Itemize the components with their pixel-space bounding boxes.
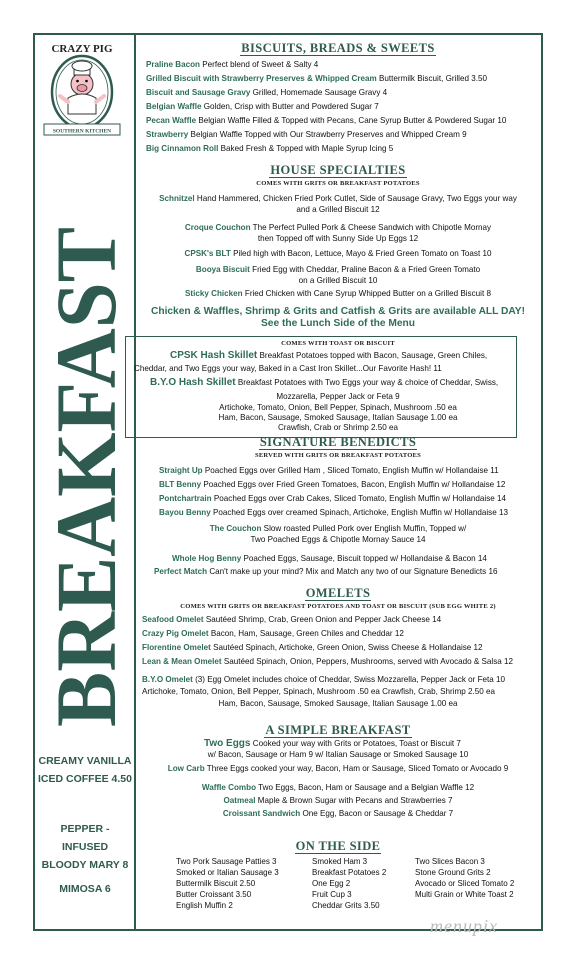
side-item: Smoked Ham 3 bbox=[312, 857, 368, 866]
section-simple-heading: A SIMPLE BREAKFAST bbox=[265, 723, 411, 737]
side-item: Stone Ground Grits 2 bbox=[415, 868, 491, 877]
menu-item: CPSK Hash Skillet Breakfast Potatoes topped with Bacon, Sausage, Green Chiles, bbox=[170, 350, 488, 361]
side-item: Two Pork Sausage Patties 3 bbox=[176, 857, 277, 866]
side-drink-2-line2: BLOODY MARY 8 bbox=[41, 859, 129, 871]
menu-item: Low Carb Three Eggs cooked your way, Bacon, Ham or Sausage, Sliced Tomato or Avocado 9 bbox=[167, 764, 509, 773]
side-item: Buttermilk Biscuit 2.50 bbox=[176, 879, 256, 888]
menu-item: Croissant Sandwich One Egg, Bacon or Sausage & Cheddar 7 bbox=[222, 809, 454, 818]
menu-item: B.Y.O Omelet (3) Egg Omelet includes choice of Cheddar, Swiss Mozzarella, Pepper Jack or Feta 10 bbox=[142, 675, 506, 684]
menu-item: Big Cinnamon Roll Baked Fresh & Topped with Maple Syrup Icing 5 bbox=[146, 144, 394, 153]
sides-col-2 bbox=[312, 856, 386, 911]
section-house-sub: COMES WITH GRITS OR BREAKFAST POTATOES bbox=[256, 180, 420, 187]
callout-lunch-side: See the Lunch Side of the Menu bbox=[261, 318, 415, 329]
side-drink-2 bbox=[36, 820, 134, 874]
menu-item: Croque Couchon The Perfect Pulled Pork & Cheese Sandwich with Chipotle Mornay then Topped off with Sunny Side Up Eggs 12 bbox=[184, 223, 492, 243]
side-drink-1 bbox=[36, 752, 134, 788]
logo-top-text: CRAZY PIG bbox=[51, 43, 113, 55]
side-drink-3-line1: MIMOSA 6 bbox=[59, 883, 111, 895]
menu-item: Perfect Match Can't make up your mind? Mix and Match any two of our Signature Benedicts 16 bbox=[154, 567, 498, 576]
side-item: One Egg 2 bbox=[312, 879, 351, 888]
side-drink-1-line2: ICED COFFEE 4.50 bbox=[38, 773, 132, 785]
hash-byo-desc5: Crawfish, Crab or Shrimp 2.50 ea bbox=[277, 423, 399, 432]
two-eggs-desc2: w/ Bacon, Sausage or Ham 9 w/ Italian Sausage or Smoked Sausage 10 bbox=[207, 750, 469, 759]
vertical-divider bbox=[134, 35, 136, 930]
side-drink-1-line1: CREAMY VANILLA bbox=[38, 755, 132, 767]
side-item: Fruit Cup 3 bbox=[312, 890, 352, 899]
crazy-pig-logo bbox=[38, 40, 126, 138]
side-drink-2-line1: PEPPER - INFUSED bbox=[60, 823, 110, 853]
menu-item: B.Y.O Hash Skillet Breakfast Potatoes with Two Eggs your way & choice of Cheddar, Swiss, bbox=[150, 377, 499, 388]
sides-col-1 bbox=[176, 856, 279, 911]
section-omelets-sub: COMES WITH GRITS OR BREAKFAST POTATOES AND TOAST OR BISCUIT (SUB EGG WHITE 2) bbox=[180, 603, 496, 610]
menu-item: Bayou Benny Poached Eggs over creamed Spinach, Artichoke, English Muffin w/ Hollandaise 13 bbox=[159, 508, 508, 517]
omelet-byo-desc2: Artichoke, Tomato, Onion, Bell Pepper, Spinach, Mushroom .50 ea Crawfish, Crab, Shrimp 2.50 ea bbox=[142, 687, 496, 696]
hash-byo-desc2: Mozzarella, Pepper Jack or Feta 9 bbox=[276, 392, 400, 401]
menu-item: Praline Bacon Perfect blend of Sweet & Salty 4 bbox=[146, 60, 319, 69]
hash-byo-desc3: Artichoke, Tomato, Onion, Bell Pepper, Spinach, Mushroom .50 ea bbox=[219, 403, 457, 412]
side-item: Cheddar Grits 3.50 bbox=[312, 901, 380, 910]
menu-item: The Couchon Slow roasted Pulled Pork over English Muffin, Topped w/ Two Poached Eggs & Chipotle Mornay Sauce 14 bbox=[209, 524, 467, 544]
hash-cpsk-desc: Cheddar, and Two Eggs your way, Baked in a Cast Iron Skillet...Our Favorite Hash! 11 bbox=[134, 364, 442, 373]
menu-item: Sticky Chicken Fried Chicken with Cane Syrup Whipped Butter on a Grilled Biscuit 8 bbox=[185, 289, 491, 298]
section-house-heading: HOUSE SPECIALTIES bbox=[270, 163, 406, 177]
menu-item: Belgian Waffle Golden, Crisp with Butter and Powdered Sugar 7 bbox=[146, 102, 379, 111]
callout-all-day: Chicken & Waffles, Shrimp & Grits and Catfish & Grits are available ALL DAY! bbox=[150, 306, 525, 317]
menu-item: Pontchartrain Poached Eggs over Crab Cakes, Sliced Tomato, English Muffin w/ Hollandaise 14 bbox=[159, 494, 507, 503]
section-onside-heading: ON THE SIDE bbox=[295, 839, 381, 853]
side-item: Two Slices Bacon 3 bbox=[415, 857, 485, 866]
section-benedicts-sub: SERVED WITH GRITS OR BREAKFAST POTATOES bbox=[254, 452, 422, 459]
breakfast-vertical-title: BREAKFAST bbox=[38, 207, 134, 727]
menu-item: Whole Hog Benny Poached Eggs, Sausage, Biscuit topped w/ Hollandaise & Bacon 14 bbox=[172, 554, 487, 563]
breakfast-title-container bbox=[38, 207, 134, 735]
menu-item: Oatmeal Maple & Brown Sugar with Pecans and Strawberries 7 bbox=[223, 796, 453, 805]
side-item: Smoked or Italian Sausage 3 bbox=[176, 868, 279, 877]
menu-item: BLT Benny Poached Eggs over Fried Green Tomatoes, Bacon, English Muffin w/ Hollandaise 12 bbox=[159, 480, 506, 489]
logo-bottom-text: SOUTHERN KITCHEN bbox=[52, 128, 112, 135]
omelet-byo-desc3: Ham, Bacon, Sausage, Smoked Sausage, Italian Sausage 1.00 ea bbox=[218, 699, 458, 708]
menu-item: Biscuit and Sausage Gravy Grilled, Homemade Sausage Gravy 4 bbox=[146, 88, 388, 97]
menu-item: Straight Up Poached Eggs over Grilled Ham , Sliced Tomato, English Muffin w/ Hollandaise 11 bbox=[159, 466, 499, 475]
watermark: menupix bbox=[430, 916, 498, 936]
menu-item: Seafood Omelet Sautéed Shrimp, Crab, Green Onion and Pepper Jack Cheese 14 bbox=[142, 615, 442, 624]
side-item: English Muffin 2 bbox=[176, 901, 233, 910]
menu-item: Pecan Waffle Belgian Waffle Filled & Topped with Pecans, Cane Syrup Butter & Powdered Sugar 10 bbox=[146, 116, 507, 125]
menu-item: Lean & Mean Omelet Sautéed Spinach, Onion, Peppers, Mushrooms, served with Avocado & Salsa 12 bbox=[142, 657, 514, 666]
hash-sub: COMES WITH TOAST OR BISCUIT bbox=[281, 340, 395, 347]
side-item: Avocado or Sliced Tomato 2 bbox=[415, 879, 515, 888]
side-drink-3 bbox=[36, 880, 134, 898]
menu-item: Crazy Pig Omelet Bacon, Ham, Sausage, Green Chiles and Cheddar 12 bbox=[142, 629, 404, 638]
menu-item: Waffle Combo Two Eggs, Bacon, Ham or Sausage and a Belgian Waffle 12 bbox=[201, 783, 475, 792]
menu-item: Florentine Omelet Sautéed Spinach, Artichoke, Green Onion, Swiss Cheese & Hollandaise 12 bbox=[142, 643, 483, 652]
menu-item: Strawberry Belgian Waffle Topped with Our Strawberry Preserves and Whipped Cream 9 bbox=[146, 130, 467, 139]
side-item: Multi Grain or White Toast 2 bbox=[415, 890, 514, 899]
menu-item: Grilled Biscuit with Strawberry Preserves & Whipped Cream Buttermilk Biscuit, Grilled 3.50 bbox=[146, 74, 487, 83]
section-benedicts-heading: SIGNATURE BENEDICTS bbox=[259, 435, 417, 449]
menu-item: CPSK's BLT Piled high with Bacon, Lettuce, Mayo & Fried Green Tomato on Toast 10 bbox=[184, 249, 492, 258]
section-biscuits-heading: BISCUITS, BREADS & SWEETS bbox=[241, 41, 435, 55]
sides-col-3 bbox=[415, 856, 514, 900]
side-item: Butter Croissant 3.50 bbox=[176, 890, 252, 899]
side-item: Breakfast Potatoes 2 bbox=[312, 868, 387, 877]
hash-byo-desc4: Ham, Bacon, Sausage, Smoked Sausage, Italian Sausage 1.00 ea bbox=[218, 413, 458, 422]
menu-item: Booya Biscuit Fried Egg with Cheddar, Praline Bacon & a Fried Green Tomato on a Grilled Biscuit 10 bbox=[195, 265, 481, 285]
menu-item: Two Eggs Cooked your way with Grits or Potatoes, Toast or Biscuit 7 bbox=[204, 738, 461, 749]
menu-item: Schnitzel Hand Hammered, Chicken Fried Pork Cutlet, Side of Sausage Gravy, Two Eggs your way and a Grilled Biscuit 12 bbox=[159, 194, 517, 214]
section-omelets-heading: OMELETS bbox=[305, 586, 371, 600]
